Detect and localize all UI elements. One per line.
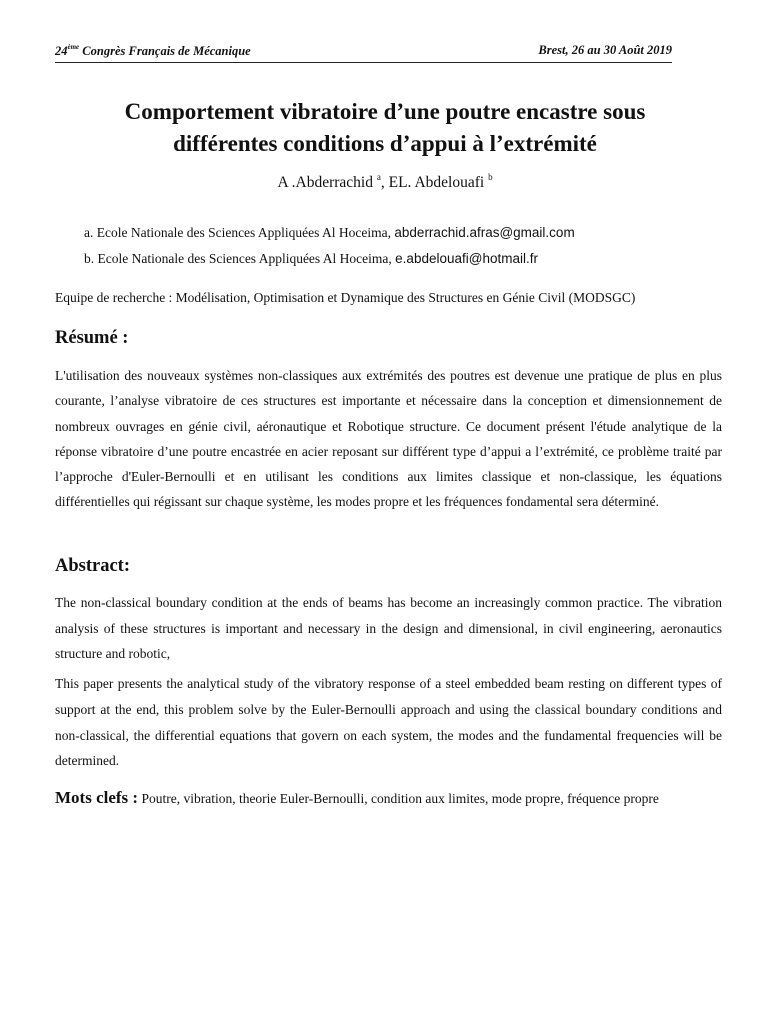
resume-body: L'utilisation des nouveaux systèmes non-classiques aux extrémités des poutres est devenue une pratique de plus en plus courante, l’analyse vibratoire de ces structures est importante et nécessaire dans la conception et dimensionnement de nombreux ouvrages en génie civil, aéronautique et Robotique structure. Ce document présent l'étude analytique de la réponse vibratoire d’une poutre encastrée en acier reposant sur différent type d’appui a l’extrémité, ce problème traité par l’approche d'Euler-Bernoulli et en utilisant les conditions aux limites classique et non-classique, les équations différentielles qui régissant sur chaque système, les modes propre et les fréquences fondamental sera déterminé. (55, 368, 722, 510)
title-line-2: différentes conditions d’appui à l’extrémité (173, 131, 597, 156)
location-date: Brest, 26 au 30 Août 2019 (538, 43, 672, 57)
conference-ordinal: 24 (55, 44, 68, 58)
keywords-label: Mots clefs : (55, 788, 139, 807)
author-2-affil: b (488, 172, 493, 182)
affiliation-a-label: a. Ecole Nationale des Sciences Appliquées Al Hoceima, (84, 225, 395, 240)
affiliation-b-email[interactable]: e.abdelouafi@hotmail.fr (395, 251, 538, 266)
conference-title: Congrès Français de Mécanique (82, 44, 251, 58)
author-1: A .Abderrachid (277, 174, 373, 191)
keywords (55, 788, 722, 809)
title-line-1: Comportement vibratoire d’une poutre encastre sous (124, 99, 646, 124)
paper-title (55, 96, 715, 160)
running-header (55, 40, 672, 63)
affiliation-a (84, 225, 575, 241)
abstract-paragraph-1: The non-classical boundary condition at the ends of beams has become an increasingly common practice. The vibration analysis of these structures is important and necessary in the design and dimensional, in civil engineering, aeronautics structure and robotic, (55, 595, 722, 661)
research-team: Equipe de recherche : Modélisation, Optimisation et Dynamique des Structures en Génie Civil (MODSGC) (55, 290, 636, 305)
author-separator: , (380, 174, 389, 191)
abstract-heading: Abstract: (55, 556, 131, 576)
keywords-text: Poutre, vibration, theorie Euler-Bernoulli, condition aux limites, mode propre, fréquence propre (138, 791, 659, 806)
affiliation-a-email[interactable]: abderrachid.afras@gmail.com (394, 225, 575, 240)
affiliation-b (84, 251, 538, 267)
affiliation-b-label: b. Ecole Nationale des Sciences Appliquées Al Hoceima, (84, 251, 396, 266)
conference-name (55, 43, 251, 59)
abstract-paragraph-2: This paper presents the analytical study of the vibratory response of a steel embedded beam resting on different types of support at the end, this problem solve by the Euler-Bernoulli approach and using the classical boundary conditions and non-classical, the differential equations that govern on each system, the modes and the fundamental frequencies will be determined. (55, 676, 722, 769)
author-list (55, 172, 715, 192)
conference-ordinal-sup: ème (67, 43, 80, 51)
author-1-affil: a (376, 172, 381, 182)
resume-heading: Résumé : (55, 328, 129, 348)
author-2: EL. Abdelouafi (388, 174, 485, 191)
